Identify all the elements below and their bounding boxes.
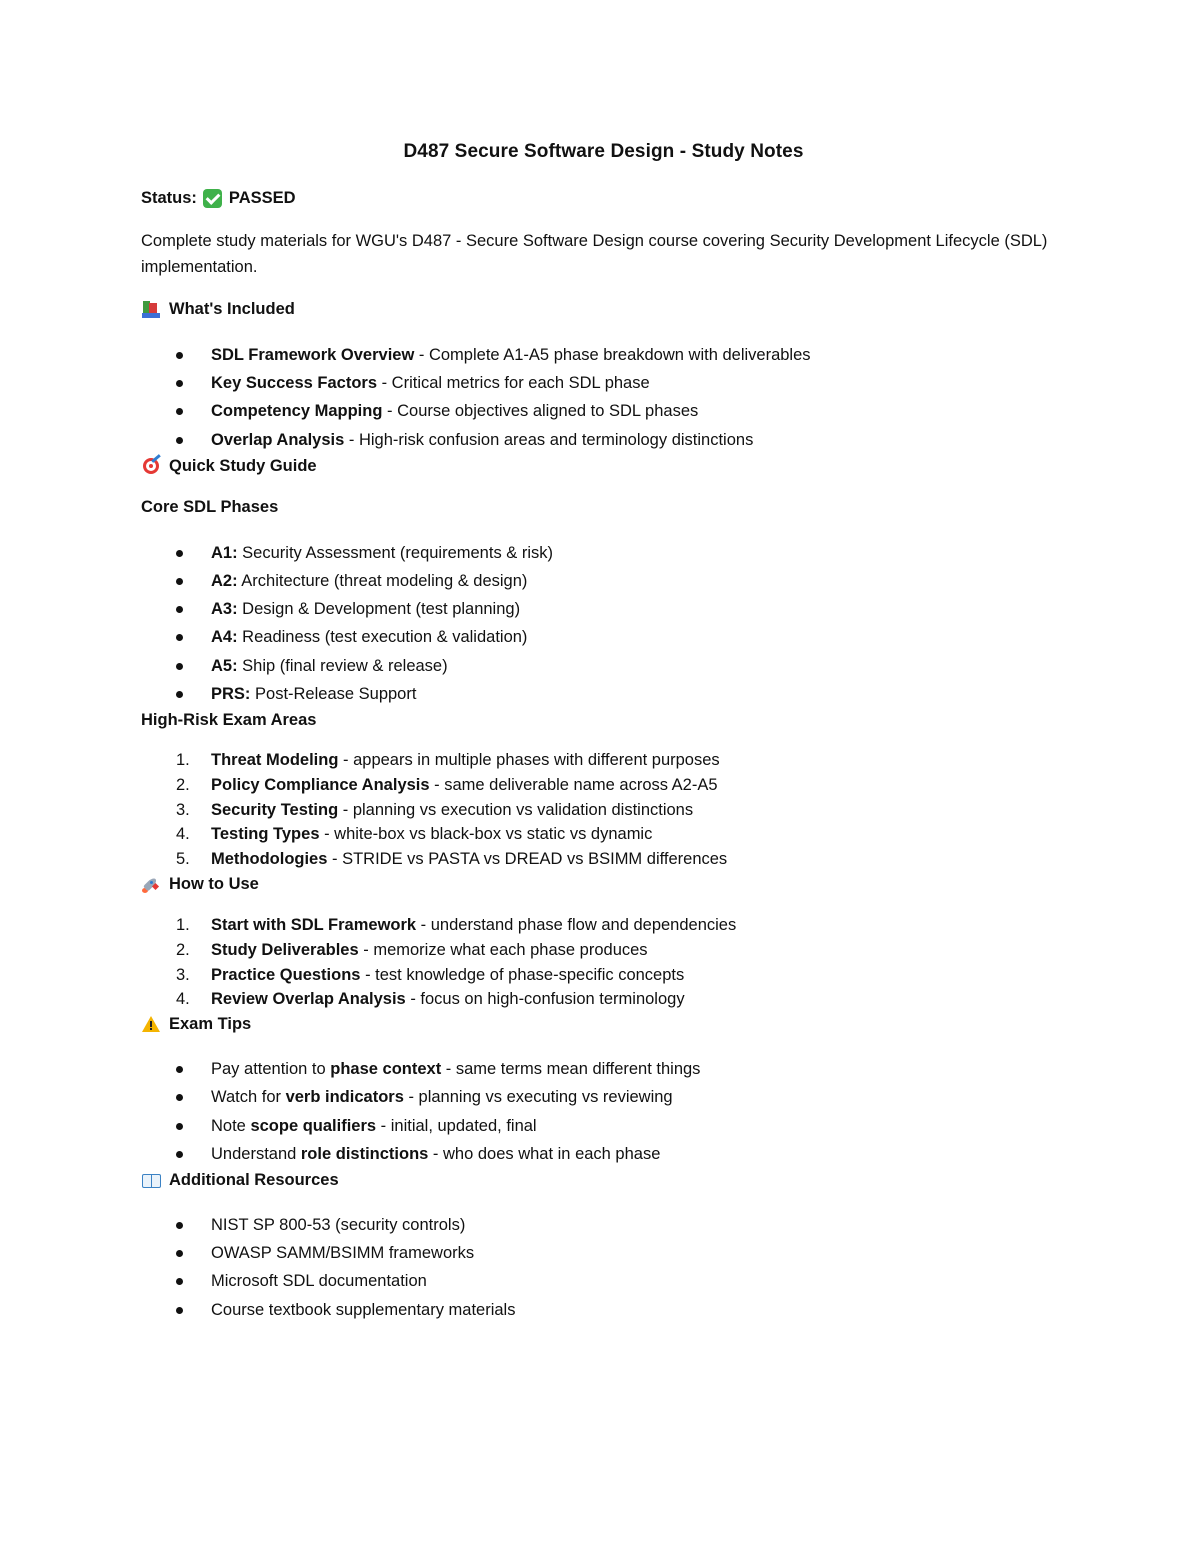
list-item (141, 369, 1066, 397)
item-bold: Policy Compliance Analysis (211, 775, 430, 794)
section-heading-text: Additional Resources (169, 1171, 339, 1190)
item-bold: A3: (211, 600, 238, 619)
item-number: 1. (176, 916, 190, 935)
section-heading-text: What's Included (169, 300, 295, 318)
item-bold: Key Success Factors (211, 374, 378, 393)
item-text: - Complete A1-A5 phase breakdown with deliverables (414, 346, 811, 364)
item-text: - same deliverable name across A2-A5 (429, 775, 718, 794)
item-bold: Overlap Analysis (211, 430, 345, 449)
whats-included-list (141, 341, 1066, 454)
list-item: OWASP SAMM/BSIMM frameworks (141, 1239, 1066, 1267)
rocket-icon (141, 874, 161, 894)
list-item (141, 1112, 1066, 1140)
item-bold: A5: (211, 656, 238, 675)
item-bold: verb indicators (285, 1088, 404, 1107)
core-phases-heading: Core SDL Phases (141, 497, 279, 516)
item-text: Design & Development (test planning) (237, 600, 521, 619)
exam-tips-list (141, 1055, 1066, 1168)
item-text: - initial, updated, final (376, 1116, 537, 1135)
item-bold: A2: (211, 572, 238, 591)
target-icon (141, 456, 161, 476)
item-bold: scope qualifiers (250, 1116, 377, 1135)
item-prefix: Understand (211, 1144, 301, 1163)
list-item: Microsoft SDL documentation (141, 1267, 1066, 1295)
status-line (141, 187, 1066, 209)
item-text: - understand phase flow and dependencies (416, 916, 737, 935)
section-heading-text: Quick Study Guide (169, 456, 317, 475)
list-item (141, 987, 1066, 1012)
section-heading-text: How to Use (169, 875, 259, 894)
item-number: 2. (176, 775, 190, 794)
item-text: Post-Release Support (250, 684, 417, 703)
item-bold: role distinctions (300, 1144, 429, 1163)
section-exam-tips-heading (141, 1012, 1066, 1036)
high-risk-heading: High-Risk Exam Areas (141, 711, 317, 730)
core-phases-list (141, 539, 1066, 708)
item-text: - who does what in each phase (428, 1144, 661, 1163)
check-mark-icon (203, 189, 222, 208)
list-item (141, 397, 1066, 425)
list-item (141, 748, 1066, 773)
item-text: - STRIDE vs PASTA vs DREAD vs BSIMM differences (327, 850, 728, 869)
list-item (141, 1140, 1066, 1168)
item-number: 4. (176, 825, 190, 844)
high-risk-list (141, 748, 1066, 872)
section-heading-text: Exam Tips (169, 1015, 252, 1034)
item-bold: Review Overlap Analysis (211, 990, 406, 1009)
resources-list (141, 1211, 1066, 1324)
list-item (141, 567, 1066, 595)
item-number: 1. (176, 751, 190, 770)
intro-paragraph: Complete study materials for WGU's D487 - Secure Software Design course covering Security Development Lifecycle (SDL) implementation. (141, 232, 1048, 276)
item-bold: Competency Mapping (211, 402, 383, 421)
list-item: NIST SP 800-53 (security controls) (141, 1211, 1066, 1239)
item-bold: A4: (211, 628, 238, 647)
item-bold: Study Deliverables (211, 940, 359, 959)
item-bold: Threat Modeling (211, 751, 339, 770)
open-book-icon (141, 1170, 161, 1190)
item-text: Ship (final review & release) (237, 656, 448, 675)
list-item (141, 773, 1066, 798)
item-text: - white-box vs black-box vs static vs dynamic (319, 825, 653, 844)
list-item (141, 963, 1066, 988)
item-bold: Practice Questions (211, 965, 361, 984)
list-item (141, 938, 1066, 963)
status-label: Status: (141, 189, 197, 207)
item-number: 3. (176, 965, 190, 984)
item-text: - planning vs executing vs reviewing (403, 1088, 673, 1107)
item-text: - memorize what each phase produces (358, 940, 648, 959)
section-whats-included-heading (141, 297, 1066, 321)
item-text: - planning vs execution vs validation distinctions (338, 800, 694, 819)
item-bold: SDL Framework Overview (211, 346, 415, 364)
document-content (141, 141, 1066, 1324)
item-text: - same terms mean different things (441, 1060, 701, 1079)
list-item (141, 595, 1066, 623)
warning-icon (141, 1014, 161, 1034)
item-number: 2. (176, 940, 190, 959)
section-resources-heading (141, 1168, 1066, 1192)
list-item (141, 798, 1066, 823)
item-text: - appears in multiple phases with different purposes (338, 751, 720, 770)
item-number: 5. (176, 850, 190, 869)
item-bold: phase context (330, 1060, 442, 1079)
item-text: - test knowledge of phase-specific concepts (360, 965, 685, 984)
list-item (141, 652, 1066, 680)
item-bold: Security Testing (211, 800, 339, 819)
item-text: - Course objectives aligned to SDL phases (382, 402, 699, 421)
item-text: Security Assessment (requirements & risk) (237, 543, 554, 562)
list-item (141, 1083, 1066, 1111)
item-bold: A1: (211, 543, 238, 562)
item-bold: PRS: (211, 684, 251, 703)
status-value: PASSED (228, 189, 296, 207)
item-text: - Critical metrics for each SDL phase (377, 374, 650, 393)
item-number: 3. (176, 800, 190, 819)
list-item (141, 539, 1066, 567)
item-prefix: Pay attention to (211, 1060, 331, 1079)
item-text: - focus on high-confusion terminology (405, 990, 685, 1009)
list-item (141, 680, 1066, 708)
section-how-to-use-heading (141, 872, 1066, 896)
item-bold: Start with SDL Framework (211, 916, 417, 935)
list-item (141, 623, 1066, 651)
books-icon (141, 299, 161, 319)
section-quick-study-heading (141, 454, 1066, 478)
list-item (141, 913, 1066, 938)
item-bold: Methodologies (211, 850, 328, 869)
how-to-use-list (141, 913, 1066, 1012)
item-prefix: Watch for (211, 1088, 286, 1107)
item-text: Readiness (test execution & validation) (237, 628, 528, 647)
item-prefix: Note (211, 1116, 251, 1135)
list-item (141, 1055, 1066, 1083)
item-text: - High-risk confusion areas and terminology distinctions (344, 430, 754, 449)
item-number: 4. (176, 990, 190, 1009)
list-item (141, 822, 1066, 847)
list-item (141, 341, 1066, 369)
document-title: D487 Secure Software Design - Study Notes (403, 141, 804, 162)
list-item: Course textbook supplementary materials (141, 1296, 1066, 1324)
list-item (141, 426, 1066, 454)
list-item (141, 847, 1066, 872)
item-bold: Testing Types (211, 825, 320, 844)
item-text: Architecture (threat modeling & design) (237, 572, 528, 591)
